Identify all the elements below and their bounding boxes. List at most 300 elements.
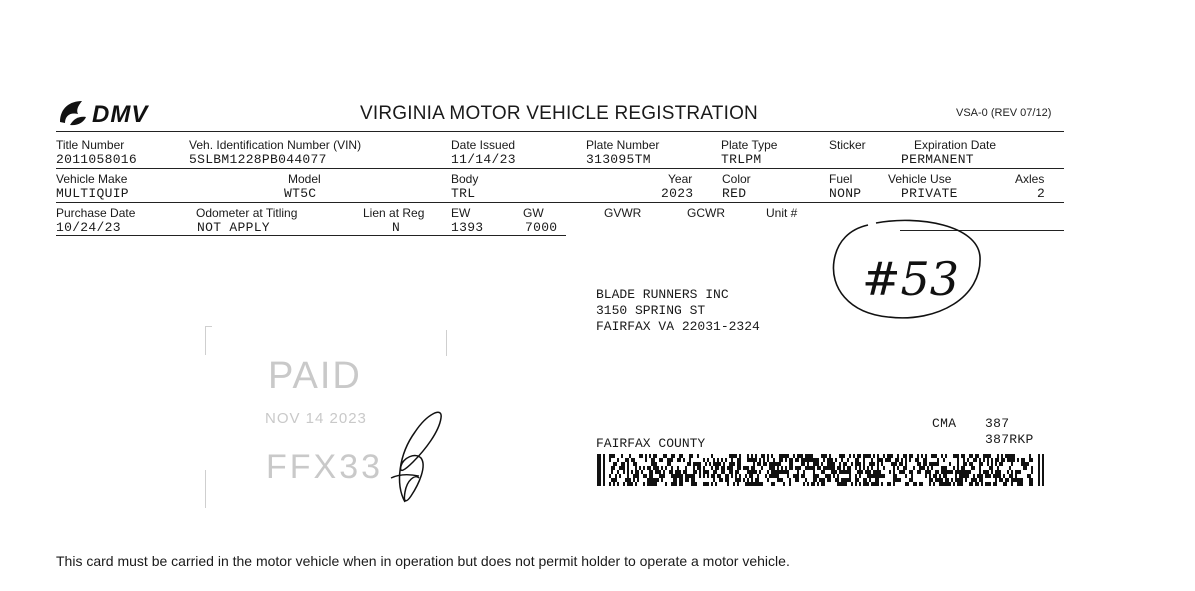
barcode-icon	[597, 454, 1044, 486]
model-value: WT5C	[284, 186, 317, 201]
barcode-cell	[963, 458, 965, 462]
barcode-cell	[871, 474, 873, 478]
barcode-cell	[669, 462, 671, 466]
barcode-cell	[971, 454, 973, 458]
barcode-cell	[689, 458, 691, 462]
barcode-cell	[1031, 482, 1033, 486]
barcode-cell	[791, 458, 793, 462]
barcode-cell	[987, 454, 989, 458]
barcode-cell	[895, 458, 897, 462]
barcode-cell	[817, 462, 819, 466]
barcode-cell	[637, 474, 639, 478]
barcode-cell	[751, 466, 753, 470]
barcode-cell	[935, 474, 937, 478]
barcode-cell	[781, 470, 783, 474]
barcode-cell	[973, 458, 975, 462]
barcode-cell	[937, 478, 939, 482]
barcode-cell	[909, 458, 911, 462]
barcode-cell	[617, 470, 619, 474]
barcode-cell	[633, 462, 635, 466]
barcode-cell	[679, 474, 681, 478]
barcode-cell	[611, 470, 613, 474]
barcode-cell	[749, 482, 751, 486]
year-label: Year	[668, 172, 693, 186]
barcode-cell	[897, 458, 899, 462]
barcode-cell	[611, 478, 613, 482]
barcode-cell	[839, 470, 841, 474]
barcode-cell	[807, 482, 809, 486]
barcode-cell	[845, 482, 847, 486]
barcode-cell	[987, 458, 989, 462]
barcode-cell	[875, 474, 877, 478]
barcode-cell	[871, 466, 873, 470]
barcode-cell	[923, 466, 925, 470]
barcode-cell	[609, 454, 611, 458]
barcode-cell	[773, 462, 775, 466]
barcode-cell	[903, 470, 905, 474]
barcode-cell	[807, 458, 809, 462]
barcode-cell	[721, 458, 723, 462]
barcode-cell	[749, 474, 751, 478]
barcode-cell	[705, 462, 707, 466]
barcode-cell	[825, 454, 827, 458]
handwritten-note-text: #53	[862, 252, 960, 306]
barcode-cell	[611, 454, 613, 458]
barcode-cell	[833, 462, 835, 466]
barcode-cell	[781, 454, 783, 458]
barcode-cell	[891, 454, 893, 458]
barcode-cell	[747, 470, 749, 474]
barcode-cell	[969, 454, 971, 458]
barcode-cell	[893, 470, 895, 474]
barcode-cell	[613, 478, 615, 482]
barcode-cell	[993, 482, 995, 486]
barcode-cell	[739, 462, 741, 466]
title-number-value: 2011058016	[56, 152, 138, 167]
barcode-cell	[747, 466, 749, 470]
barcode-cell	[957, 458, 959, 462]
barcode-cell	[863, 462, 865, 466]
barcode-cell	[829, 454, 831, 458]
barcode-cell	[997, 454, 999, 458]
barcode-cell	[937, 470, 939, 474]
barcode-cell	[999, 470, 1001, 474]
barcode-cell	[989, 454, 991, 458]
barcode-cell	[619, 474, 621, 478]
barcode-cell	[683, 470, 685, 474]
barcode-cell	[753, 482, 755, 486]
barcode-cell	[773, 470, 775, 474]
barcode-cell	[1029, 454, 1031, 458]
barcode-cell	[855, 474, 857, 478]
barcode-cell	[807, 466, 809, 470]
barcode-cell	[975, 478, 977, 482]
dmv-logo-icon	[56, 98, 176, 128]
barcode-cell	[715, 466, 717, 470]
barcode-cell	[767, 458, 769, 462]
barcode-cell	[1015, 470, 1017, 474]
barcode-cell	[777, 462, 779, 466]
barcode-cell	[649, 466, 651, 470]
barcode-cell	[823, 454, 825, 458]
signature	[385, 404, 455, 509]
plate-type-value: TRLPM	[721, 152, 762, 167]
barcode-cell	[689, 474, 691, 478]
barcode-cell	[677, 474, 679, 478]
barcode-cell	[841, 470, 843, 474]
barcode-cell	[1017, 482, 1019, 486]
barcode-cell	[673, 474, 675, 478]
barcode-cell	[941, 482, 943, 486]
barcode-cell	[675, 470, 677, 474]
barcode-bar	[1038, 454, 1040, 486]
barcode-cell	[727, 474, 729, 478]
barcode-cell	[835, 478, 837, 482]
barcode-cell	[821, 482, 823, 486]
barcode-cell	[813, 482, 815, 486]
barcode-cell	[755, 458, 757, 462]
barcode-cell	[981, 482, 983, 486]
barcode-cell	[979, 478, 981, 482]
barcode-cell	[739, 474, 741, 478]
model-label: Model	[288, 172, 321, 186]
barcode-cell	[1021, 482, 1023, 486]
barcode-cell	[797, 470, 799, 474]
barcode	[597, 454, 1044, 486]
barcode-cell	[779, 470, 781, 474]
barcode-cell	[995, 474, 997, 478]
barcode-cell	[901, 458, 903, 462]
barcode-cell	[1023, 458, 1025, 462]
barcode-cell	[745, 466, 747, 470]
barcode-cell	[889, 454, 891, 458]
barcode-cell	[1005, 482, 1007, 486]
barcode-cell	[877, 454, 879, 458]
barcode-cell	[917, 470, 919, 474]
barcode-cell	[757, 478, 759, 482]
barcode-cell	[829, 458, 831, 462]
barcode-cell	[1007, 478, 1009, 482]
barcode-cell	[789, 458, 791, 462]
barcode-cell	[1023, 462, 1025, 466]
barcode-cell	[1031, 470, 1033, 474]
barcode-cell	[927, 470, 929, 474]
barcode-cell	[845, 478, 847, 482]
lien-label: Lien at Reg	[363, 206, 425, 220]
barcode-cell	[715, 462, 717, 466]
barcode-cell	[939, 482, 941, 486]
barcode-cell	[865, 454, 867, 458]
barcode-cell	[1029, 478, 1031, 482]
barcode-cell	[799, 466, 801, 470]
barcode-cell	[749, 470, 751, 474]
barcode-cell	[789, 478, 791, 482]
barcode-cell	[835, 470, 837, 474]
barcode-cell	[1009, 454, 1011, 458]
barcode-cell	[837, 466, 839, 470]
barcode-cell	[867, 482, 869, 486]
barcode-cell	[815, 462, 817, 466]
barcode-cell	[969, 482, 971, 486]
barcode-cell	[1027, 462, 1029, 466]
barcode-cell	[979, 470, 981, 474]
barcode-cell	[959, 474, 961, 478]
barcode-cell	[1001, 458, 1003, 462]
barcode-cell	[957, 454, 959, 458]
barcode-cell	[679, 454, 681, 458]
barcode-cell	[847, 466, 849, 470]
barcode-cell	[905, 466, 907, 470]
barcode-cell	[733, 482, 735, 486]
color-label: Color	[722, 172, 751, 186]
barcode-cell	[867, 470, 869, 474]
barcode-cell	[757, 482, 759, 486]
barcode-cell	[971, 478, 973, 482]
barcode-cell	[841, 478, 843, 482]
barcode-cell	[883, 474, 885, 478]
barcode-cell	[735, 474, 737, 478]
barcode-cell	[633, 458, 635, 462]
barcode-cell	[753, 462, 755, 466]
barcode-cell	[949, 462, 951, 466]
barcode-cell	[947, 482, 949, 486]
expiration-value: PERMANENT	[901, 152, 974, 167]
divider-row2	[56, 202, 1064, 203]
barcode-cell	[927, 466, 929, 470]
barcode-cell	[681, 454, 683, 458]
barcode-cell	[697, 466, 699, 470]
barcode-cell	[797, 458, 799, 462]
barcode-cell	[943, 458, 945, 462]
barcode-cell	[985, 470, 987, 474]
barcode-cell	[667, 458, 669, 462]
barcode-cell	[641, 454, 643, 458]
barcode-cell	[751, 474, 753, 478]
barcode-cell	[717, 458, 719, 462]
barcode-cell	[859, 474, 861, 478]
barcode-cell	[763, 454, 765, 458]
barcode-cell	[1025, 466, 1027, 470]
barcode-cell	[761, 466, 763, 470]
barcode-cell	[699, 470, 701, 474]
barcode-cell	[731, 466, 733, 470]
barcode-cell	[957, 466, 959, 470]
barcode-cell	[787, 454, 789, 458]
fuel-label: Fuel	[829, 172, 853, 186]
barcode-cell	[1011, 458, 1013, 462]
barcode-cell	[783, 470, 785, 474]
barcode-cell	[819, 478, 821, 482]
barcode-cell	[761, 482, 763, 486]
barcode-cell	[911, 474, 913, 478]
barcode-cell	[669, 470, 671, 474]
barcode-cell	[945, 454, 947, 458]
barcode-cell	[941, 470, 943, 474]
owner-name: BLADE RUNNERS INC	[596, 287, 729, 302]
barcode-cell	[951, 470, 953, 474]
barcode-cell	[795, 466, 797, 470]
barcode-cell	[797, 478, 799, 482]
barcode-cell	[959, 482, 961, 486]
barcode-cell	[963, 474, 965, 478]
barcode-cell	[747, 482, 749, 486]
barcode-cell	[759, 482, 761, 486]
barcode-cell	[711, 454, 713, 458]
barcode-cell	[813, 470, 815, 474]
barcode-cell	[945, 482, 947, 486]
barcode-cell	[687, 462, 689, 466]
barcode-bar	[597, 454, 601, 486]
barcode-cell	[671, 466, 673, 470]
barcode-cell	[819, 466, 821, 470]
barcode-cell	[807, 454, 809, 458]
barcode-cell	[879, 458, 881, 462]
barcode-cell	[663, 474, 665, 478]
barcode-cell	[949, 470, 951, 474]
barcode-cell	[755, 478, 757, 482]
barcode-cell	[937, 458, 939, 462]
barcode-cell	[961, 470, 963, 474]
barcode-cell	[937, 462, 939, 466]
barcode-cell	[707, 482, 709, 486]
barcode-cell	[929, 482, 931, 486]
barcode-cell	[855, 466, 857, 470]
barcode-cell	[905, 458, 907, 462]
barcode-cell	[1023, 466, 1025, 470]
barcode-cell	[943, 474, 945, 478]
barcode-cell	[789, 462, 791, 466]
barcode-cell	[957, 478, 959, 482]
barcode-cell	[977, 474, 979, 478]
barcode-cell	[993, 474, 995, 478]
barcode-cell	[653, 462, 655, 466]
barcode-cell	[717, 462, 719, 466]
barcode-cell	[797, 454, 799, 458]
barcode-cell	[795, 458, 797, 462]
barcode-cell	[691, 454, 693, 458]
barcode-cell	[995, 462, 997, 466]
barcode-cell	[681, 474, 683, 478]
barcode-cell	[1021, 478, 1023, 482]
barcode-cell	[789, 482, 791, 486]
barcode-cell	[845, 462, 847, 466]
barcode-cell	[987, 482, 989, 486]
barcode-cell	[771, 466, 773, 470]
barcode-cell	[911, 470, 913, 474]
date-issued-label: Date Issued	[451, 138, 516, 152]
barcode-cell	[823, 466, 825, 470]
barcode-cell	[1011, 482, 1013, 486]
cma-label: CMA	[932, 416, 957, 431]
barcode-cell	[609, 482, 611, 486]
barcode-cell	[903, 454, 905, 458]
divider-row1	[56, 168, 1064, 169]
title-number-label: Title Number	[56, 138, 125, 152]
barcode-cell	[863, 466, 865, 470]
barcode-cell	[727, 482, 729, 486]
barcode-cell	[857, 454, 859, 458]
barcode-cell	[1007, 458, 1009, 462]
barcode-cell	[811, 466, 813, 470]
barcode-cell	[649, 482, 651, 486]
barcode-cell	[671, 474, 673, 478]
barcode-cell	[951, 478, 953, 482]
barcode-cell	[843, 462, 845, 466]
barcode-cell	[771, 482, 773, 486]
barcode-cell	[785, 466, 787, 470]
barcode-cell	[773, 482, 775, 486]
barcode-cell	[771, 454, 773, 458]
barcode-cell	[929, 474, 931, 478]
barcode-cell	[823, 470, 825, 474]
barcode-cell	[855, 478, 857, 482]
barcode-cell	[987, 470, 989, 474]
barcode-cell	[877, 470, 879, 474]
barcode-cell	[989, 474, 991, 478]
barcode-cell	[959, 478, 961, 482]
barcode-cell	[897, 466, 899, 470]
barcode-cell	[785, 458, 787, 462]
barcode-cell	[923, 458, 925, 462]
date-issued-value: 11/14/23	[451, 152, 516, 167]
barcode-cell	[677, 458, 679, 462]
barcode-cell	[641, 470, 643, 474]
barcode-cell	[857, 470, 859, 474]
barcode-cell	[1007, 470, 1009, 474]
barcode-cell	[731, 462, 733, 466]
barcode-cell	[687, 478, 689, 482]
barcode-cell	[823, 458, 825, 462]
barcode-cell	[995, 482, 997, 486]
barcode-cell	[995, 470, 997, 474]
barcode-cell	[731, 470, 733, 474]
barcode-cell	[859, 466, 861, 470]
barcode-cell	[777, 466, 779, 470]
barcode-cell	[1021, 458, 1023, 462]
barcode-cell	[991, 466, 993, 470]
barcode-cell	[907, 482, 909, 486]
barcode-cell	[631, 458, 633, 462]
barcode-cell	[685, 478, 687, 482]
barcode-cell	[635, 462, 637, 466]
barcode-cell	[817, 474, 819, 478]
barcode-cell	[1029, 458, 1031, 462]
barcode-cell	[991, 470, 993, 474]
barcode-cell	[905, 482, 907, 486]
barcode-cell	[711, 474, 713, 478]
barcode-cell	[969, 462, 971, 466]
barcode-cell	[875, 478, 877, 482]
barcode-cell	[1017, 458, 1019, 462]
barcode-cell	[877, 474, 879, 478]
barcode-cell	[945, 478, 947, 482]
vin-label: Veh. Identification Number (VIN)	[189, 138, 362, 152]
barcode-cell	[693, 474, 695, 478]
barcode-cell	[729, 466, 731, 470]
barcode-cell	[909, 478, 911, 482]
barcode-cell	[651, 458, 653, 462]
barcode-cell	[793, 454, 795, 458]
barcode-cell	[887, 482, 889, 486]
barcode-cell	[795, 474, 797, 478]
axles-value: 2	[1037, 186, 1046, 201]
barcode-cell	[751, 454, 753, 458]
circled-note-icon	[828, 217, 988, 327]
barcode-cell	[1019, 478, 1021, 482]
barcode-cell	[697, 454, 699, 458]
barcode-cell	[1005, 454, 1007, 458]
barcode-cell	[885, 458, 887, 462]
